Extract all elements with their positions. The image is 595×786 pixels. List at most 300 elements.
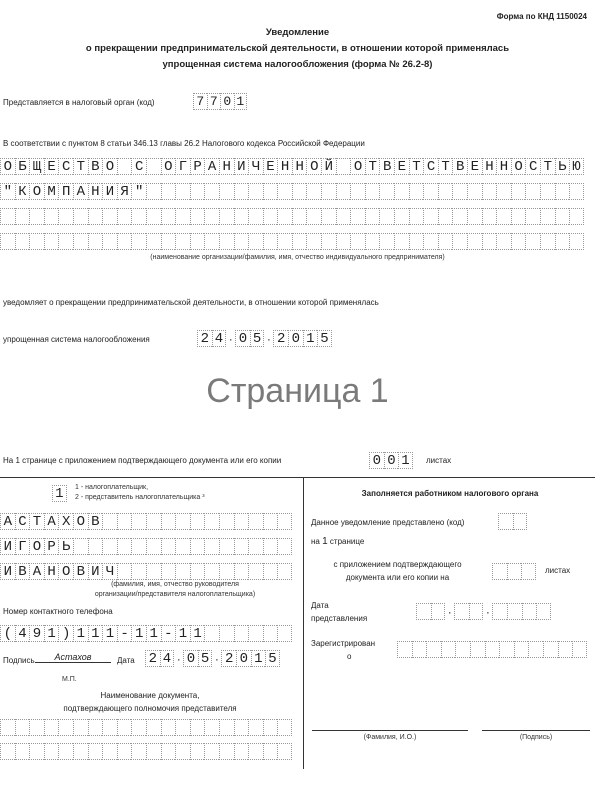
char-cell[interactable] [146, 743, 161, 760]
char-cell[interactable] [350, 208, 365, 225]
char-cell[interactable] [161, 233, 176, 250]
char-cell[interactable] [482, 233, 497, 250]
char-cell[interactable] [102, 743, 117, 760]
char-cell[interactable]: В [88, 158, 103, 175]
char-cell[interactable] [161, 719, 176, 736]
char-cell[interactable] [394, 208, 409, 225]
char-cell[interactable] [485, 641, 500, 658]
char-cell[interactable]: Щ [29, 158, 44, 175]
char-cell[interactable] [452, 233, 467, 250]
stop-date[interactable] [197, 330, 332, 347]
char-cell[interactable]: А [0, 513, 15, 530]
char-cell[interactable]: 1 [398, 452, 413, 469]
char-cell[interactable] [131, 719, 146, 736]
char-cell[interactable] [336, 158, 351, 175]
char-cell[interactable] [263, 513, 278, 530]
char-cell[interactable] [248, 743, 263, 760]
char-cell[interactable] [350, 233, 365, 250]
char-cell[interactable] [438, 183, 453, 200]
org-name-row-1[interactable] [0, 158, 584, 175]
char-cell[interactable] [219, 183, 234, 200]
char-cell[interactable] [29, 719, 44, 736]
char-cell[interactable]: С [423, 158, 438, 175]
char-cell[interactable]: 4 [212, 330, 227, 347]
char-cell[interactable] [306, 233, 321, 250]
char-cell[interactable] [263, 743, 278, 760]
char-cell[interactable] [234, 208, 249, 225]
char-cell[interactable]: С [131, 158, 146, 175]
char-cell[interactable] [441, 641, 456, 658]
char-cell[interactable] [438, 233, 453, 250]
char-cell[interactable]: С [58, 158, 73, 175]
char-cell[interactable] [44, 743, 59, 760]
char-cell[interactable] [190, 208, 205, 225]
char-cell[interactable]: 0 [236, 650, 251, 667]
char-cell[interactable] [394, 183, 409, 200]
char-cell[interactable]: 1 [131, 625, 146, 642]
char-cell[interactable] [131, 513, 146, 530]
char-cell[interactable] [131, 563, 146, 580]
char-cell[interactable] [29, 743, 44, 760]
char-cell[interactable] [146, 563, 161, 580]
char-cell[interactable] [511, 208, 526, 225]
char-cell[interactable] [277, 563, 292, 580]
char-cell[interactable]: О [29, 538, 44, 555]
char-cell[interactable] [219, 208, 234, 225]
char-cell[interactable]: Ч [102, 563, 117, 580]
char-cell[interactable]: В [73, 563, 88, 580]
char-cell[interactable] [175, 233, 190, 250]
char-cell[interactable]: О [102, 158, 117, 175]
char-cell[interactable] [499, 641, 514, 658]
char-cell[interactable]: 0 [235, 330, 250, 347]
char-cell[interactable]: - [117, 625, 132, 642]
char-cell[interactable]: К [15, 183, 30, 200]
char-cell[interactable] [73, 743, 88, 760]
char-cell[interactable] [15, 719, 30, 736]
char-cell[interactable]: 2 [197, 330, 212, 347]
submit-date-day[interactable] [416, 603, 445, 620]
char-cell[interactable]: 2 [221, 650, 236, 667]
sign-date-year[interactable] [221, 650, 279, 667]
char-cell[interactable] [102, 233, 117, 250]
char-cell[interactable]: Й [321, 158, 336, 175]
char-cell[interactable]: 5 [198, 650, 213, 667]
char-cell[interactable] [102, 538, 117, 555]
char-cell[interactable]: И [0, 538, 15, 555]
char-cell[interactable] [248, 208, 263, 225]
char-cell[interactable]: Р [190, 158, 205, 175]
char-cell[interactable] [131, 233, 146, 250]
char-cell[interactable] [146, 513, 161, 530]
char-cell[interactable]: 4 [160, 650, 175, 667]
char-cell[interactable] [543, 641, 558, 658]
char-cell[interactable] [379, 208, 394, 225]
char-cell[interactable] [117, 513, 132, 530]
char-cell[interactable] [467, 208, 482, 225]
pages-count[interactable] [369, 452, 413, 469]
char-cell[interactable]: О [73, 513, 88, 530]
char-cell[interactable] [0, 208, 15, 225]
char-cell[interactable]: 9 [29, 625, 44, 642]
char-cell[interactable] [234, 743, 249, 760]
char-cell[interactable] [175, 538, 190, 555]
char-cell[interactable] [496, 208, 511, 225]
char-cell[interactable] [321, 233, 336, 250]
char-cell[interactable] [492, 563, 507, 580]
char-cell[interactable] [248, 563, 263, 580]
org-name-row-4[interactable] [0, 233, 584, 250]
char-cell[interactable] [350, 183, 365, 200]
char-cell[interactable] [0, 743, 15, 760]
char-cell[interactable] [117, 538, 132, 555]
char-cell[interactable] [117, 563, 132, 580]
char-cell[interactable]: Ч [248, 158, 263, 175]
char-cell[interactable] [248, 183, 263, 200]
char-cell[interactable] [409, 208, 424, 225]
char-cell[interactable] [540, 183, 555, 200]
char-cell[interactable]: Н [44, 563, 59, 580]
tax-org-code[interactable] [193, 93, 247, 110]
char-cell[interactable] [146, 208, 161, 225]
char-cell[interactable]: 5 [317, 330, 332, 347]
char-cell[interactable] [321, 183, 336, 200]
char-cell[interactable] [29, 233, 44, 250]
char-cell[interactable]: О [161, 158, 176, 175]
char-cell[interactable]: ) [58, 625, 73, 642]
char-cell[interactable] [146, 183, 161, 200]
char-cell[interactable] [234, 563, 249, 580]
char-cell[interactable] [175, 563, 190, 580]
char-cell[interactable] [161, 563, 176, 580]
char-cell[interactable]: Е [467, 158, 482, 175]
char-cell[interactable]: А [73, 183, 88, 200]
char-cell[interactable] [452, 183, 467, 200]
char-cell[interactable]: 0 [288, 330, 303, 347]
char-cell[interactable]: С [525, 158, 540, 175]
char-cell[interactable]: И [102, 183, 117, 200]
name-row[interactable] [0, 538, 292, 555]
char-cell[interactable] [58, 743, 73, 760]
char-cell[interactable] [102, 719, 117, 736]
char-cell[interactable] [277, 719, 292, 736]
char-cell[interactable]: Г [175, 158, 190, 175]
char-cell[interactable] [29, 208, 44, 225]
sign-date-day[interactable] [145, 650, 174, 667]
char-cell[interactable] [572, 641, 587, 658]
char-cell[interactable] [219, 513, 234, 530]
char-cell[interactable]: 1 [303, 330, 318, 347]
char-cell[interactable] [146, 233, 161, 250]
char-cell[interactable] [423, 233, 438, 250]
char-cell[interactable] [521, 563, 536, 580]
char-cell[interactable] [248, 513, 263, 530]
char-cell[interactable] [204, 183, 219, 200]
char-cell[interactable] [15, 743, 30, 760]
char-cell[interactable] [498, 513, 513, 530]
char-cell[interactable] [131, 743, 146, 760]
char-cell[interactable] [496, 233, 511, 250]
char-cell[interactable]: Е [44, 158, 59, 175]
char-cell[interactable] [58, 719, 73, 736]
char-cell[interactable] [409, 233, 424, 250]
char-cell[interactable] [394, 233, 409, 250]
char-cell[interactable]: " [0, 183, 15, 200]
char-cell[interactable] [190, 563, 205, 580]
char-cell[interactable]: П [58, 183, 73, 200]
char-cell[interactable] [88, 538, 103, 555]
char-cell[interactable] [175, 513, 190, 530]
char-cell[interactable] [522, 603, 537, 620]
char-cell[interactable]: 0 [384, 452, 399, 469]
char-cell[interactable] [452, 208, 467, 225]
char-cell[interactable] [131, 208, 146, 225]
char-cell[interactable] [146, 158, 161, 175]
char-cell[interactable]: Б [15, 158, 30, 175]
char-cell[interactable] [117, 158, 132, 175]
char-cell[interactable] [528, 641, 543, 658]
char-cell[interactable] [0, 719, 15, 736]
char-cell[interactable]: Т [409, 158, 424, 175]
char-cell[interactable] [161, 538, 176, 555]
char-cell[interactable] [234, 719, 249, 736]
char-cell[interactable]: Т [365, 158, 380, 175]
signer-code[interactable] [52, 485, 67, 502]
char-cell[interactable] [248, 538, 263, 555]
char-cell[interactable]: Х [58, 513, 73, 530]
char-cell[interactable]: 1 [44, 625, 59, 642]
char-cell[interactable]: Н [88, 183, 103, 200]
char-cell[interactable]: 4 [15, 625, 30, 642]
sign-date-month[interactable] [183, 650, 212, 667]
char-cell[interactable] [569, 208, 584, 225]
submit-date-month[interactable] [454, 603, 483, 620]
char-cell[interactable] [204, 513, 219, 530]
char-cell[interactable] [248, 233, 263, 250]
char-cell[interactable]: 7 [207, 93, 221, 110]
char-cell[interactable]: 2 [145, 650, 160, 667]
signature[interactable]: Астахов [35, 652, 111, 663]
char-cell[interactable] [219, 743, 234, 760]
char-cell[interactable] [412, 641, 427, 658]
char-cell[interactable] [365, 233, 380, 250]
char-cell[interactable]: Р [44, 538, 59, 555]
char-cell[interactable]: А [204, 158, 219, 175]
char-cell[interactable] [190, 538, 205, 555]
char-cell[interactable]: Е [394, 158, 409, 175]
char-cell[interactable] [15, 208, 30, 225]
char-cell[interactable] [190, 743, 205, 760]
char-cell[interactable] [292, 233, 307, 250]
char-cell[interactable] [467, 183, 482, 200]
char-cell[interactable] [555, 208, 570, 225]
char-cell[interactable]: С [15, 513, 30, 530]
char-cell[interactable] [438, 208, 453, 225]
char-cell[interactable]: 0 [369, 452, 384, 469]
char-cell[interactable] [161, 183, 176, 200]
char-cell[interactable]: А [44, 513, 59, 530]
char-cell[interactable]: Н [219, 158, 234, 175]
char-cell[interactable] [540, 233, 555, 250]
char-cell[interactable] [409, 183, 424, 200]
char-cell[interactable] [263, 208, 278, 225]
char-cell[interactable]: И [88, 563, 103, 580]
char-cell[interactable] [263, 625, 278, 642]
char-cell[interactable] [569, 183, 584, 200]
char-cell[interactable] [102, 208, 117, 225]
char-cell[interactable] [248, 625, 263, 642]
char-cell[interactable] [454, 603, 469, 620]
char-cell[interactable] [117, 719, 132, 736]
char-cell[interactable]: Т [29, 513, 44, 530]
char-cell[interactable] [73, 538, 88, 555]
char-cell[interactable]: - [161, 625, 176, 642]
char-cell[interactable] [204, 538, 219, 555]
char-cell[interactable]: О [58, 563, 73, 580]
char-cell[interactable]: Ю [569, 158, 584, 175]
char-cell[interactable]: Т [540, 158, 555, 175]
char-cell[interactable] [431, 603, 446, 620]
char-cell[interactable] [292, 208, 307, 225]
char-cell[interactable] [190, 183, 205, 200]
char-cell[interactable] [204, 233, 219, 250]
char-cell[interactable]: 5 [250, 330, 265, 347]
char-cell[interactable] [219, 625, 234, 642]
char-cell[interactable] [423, 183, 438, 200]
char-cell[interactable] [492, 603, 507, 620]
char-cell[interactable] [88, 719, 103, 736]
char-cell[interactable] [88, 208, 103, 225]
char-cell[interactable]: Г [15, 538, 30, 555]
char-cell[interactable] [234, 513, 249, 530]
char-cell[interactable] [263, 233, 278, 250]
char-cell[interactable] [525, 233, 540, 250]
char-cell[interactable] [336, 183, 351, 200]
char-cell[interactable] [88, 233, 103, 250]
stop-date-day[interactable] [197, 330, 226, 347]
char-cell[interactable]: Н [482, 158, 497, 175]
registration-number[interactable] [397, 641, 587, 658]
char-cell[interactable]: 1 [88, 625, 103, 642]
char-cell[interactable] [455, 641, 470, 658]
char-cell[interactable] [204, 563, 219, 580]
char-cell[interactable] [277, 743, 292, 760]
char-cell[interactable] [416, 603, 431, 620]
char-cell[interactable] [263, 538, 278, 555]
char-cell[interactable] [469, 603, 484, 620]
char-cell[interactable] [555, 233, 570, 250]
char-cell[interactable] [277, 625, 292, 642]
char-cell[interactable] [482, 208, 497, 225]
char-cell[interactable]: Е [263, 158, 278, 175]
char-cell[interactable] [190, 719, 205, 736]
char-cell[interactable] [277, 513, 292, 530]
char-cell[interactable] [365, 183, 380, 200]
char-cell[interactable] [204, 719, 219, 736]
char-cell[interactable]: О [29, 183, 44, 200]
char-cell[interactable] [482, 183, 497, 200]
char-cell[interactable] [248, 719, 263, 736]
char-cell[interactable] [234, 233, 249, 250]
doc-row-2[interactable] [0, 743, 292, 760]
char-cell[interactable] [536, 603, 551, 620]
char-cell[interactable] [426, 641, 441, 658]
char-cell[interactable]: И [234, 158, 249, 175]
char-cell[interactable]: М [44, 183, 59, 200]
char-cell[interactable] [190, 233, 205, 250]
char-cell[interactable]: В [15, 563, 30, 580]
stop-date-month[interactable] [235, 330, 264, 347]
char-cell[interactable] [219, 538, 234, 555]
char-cell[interactable] [511, 183, 526, 200]
char-cell[interactable] [15, 233, 30, 250]
submitted-code[interactable] [498, 513, 527, 530]
char-cell[interactable] [277, 538, 292, 555]
phone-row[interactable] [0, 625, 292, 642]
char-cell[interactable] [507, 563, 522, 580]
char-cell[interactable]: 5 [265, 650, 280, 667]
char-cell[interactable]: Я [117, 183, 132, 200]
char-cell[interactable]: Ь [58, 538, 73, 555]
char-cell[interactable] [219, 719, 234, 736]
char-cell[interactable] [102, 513, 117, 530]
char-cell[interactable]: В [452, 158, 467, 175]
char-cell[interactable] [569, 233, 584, 250]
char-cell[interactable] [306, 183, 321, 200]
char-cell[interactable] [204, 625, 219, 642]
attach-sheets[interactable] [492, 563, 536, 580]
char-cell[interactable] [277, 233, 292, 250]
char-cell[interactable]: 0 [220, 93, 234, 110]
org-name-row-3[interactable] [0, 208, 584, 225]
char-cell[interactable] [397, 641, 412, 658]
char-cell[interactable] [365, 208, 380, 225]
char-cell[interactable]: Н [496, 158, 511, 175]
char-cell[interactable]: 0 [183, 650, 198, 667]
char-cell[interactable]: 7 [193, 93, 207, 110]
char-cell[interactable]: Т [438, 158, 453, 175]
char-cell[interactable]: Н [277, 158, 292, 175]
char-cell[interactable] [161, 208, 176, 225]
char-cell[interactable] [175, 208, 190, 225]
char-cell[interactable] [467, 233, 482, 250]
char-cell[interactable] [263, 719, 278, 736]
char-cell[interactable]: 1 [251, 650, 266, 667]
char-cell[interactable] [175, 183, 190, 200]
char-cell[interactable] [507, 603, 522, 620]
char-cell[interactable] [321, 208, 336, 225]
char-cell[interactable] [277, 208, 292, 225]
org-name-row-2[interactable] [0, 183, 584, 200]
char-cell[interactable] [470, 641, 485, 658]
char-cell[interactable] [161, 743, 176, 760]
char-cell[interactable]: Н [292, 158, 307, 175]
char-cell[interactable] [73, 233, 88, 250]
char-cell[interactable] [204, 208, 219, 225]
char-cell[interactable] [88, 743, 103, 760]
char-cell[interactable] [336, 208, 351, 225]
char-cell[interactable]: 1 [52, 485, 67, 502]
char-cell[interactable] [44, 208, 59, 225]
char-cell[interactable]: 2 [273, 330, 288, 347]
char-cell[interactable] [190, 513, 205, 530]
sign-date[interactable] [145, 650, 280, 667]
char-cell[interactable] [511, 233, 526, 250]
char-cell[interactable]: Т [73, 158, 88, 175]
char-cell[interactable] [379, 233, 394, 250]
char-cell[interactable] [514, 641, 529, 658]
char-cell[interactable]: О [306, 158, 321, 175]
